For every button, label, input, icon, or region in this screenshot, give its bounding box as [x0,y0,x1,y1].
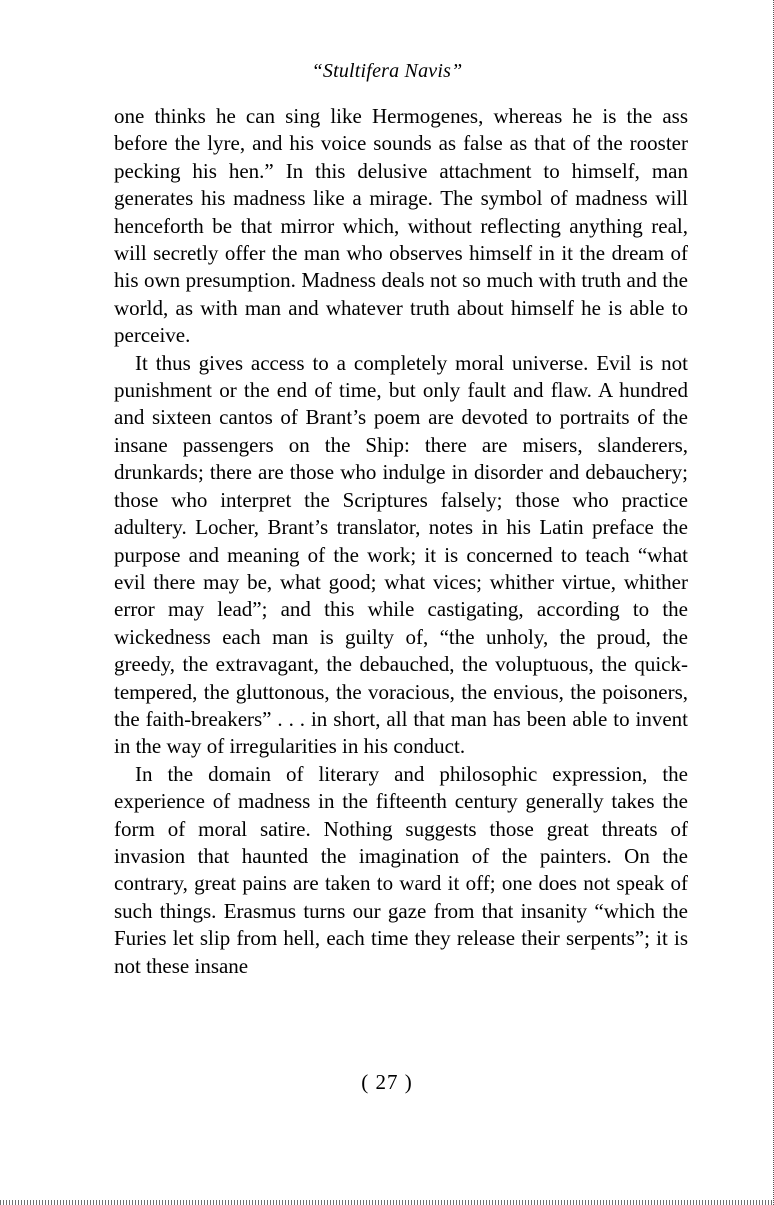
paragraph-1: one thinks he can sing like Hermogenes, whereas he is the ass before the lyre, and his voice sounds as false as that of the rooster pecking his hen.” In this delusive attachment to himself, man generates his madness like a mirage. The symbol of madness will henceforth be that mirror which, without reflecting anything real, will secretly offer the man who observes himself in it the dream of his own presumption. Madness deals not so much with truth and the world, as with man and whatever truth about himself he is able to perceive. [114,104,688,348]
running-head: “Stultifera Navis” [311,60,463,82]
paragraph-3: In the domain of literary and philosophic expression, the experience of madness in the fifteenth century generally takes the form of moral satire. Nothing suggests those great threats of invasion that haunted the imagination of the painters. On the contrary, great pains are taken to ward it off; one does not speak of such things. Erasmus turns our gaze from that insanity “which the Furies let slip from hell, each time they release their serpents”; it is not these insane [114,761,688,978]
paragraph-2: It thus gives access to a completely moral universe. Evil is not punishment or the end of time, but only fault and flaw. A hundred and sixteen cantos of Brant’s poem are devoted to portraits of the insane passengers on the Ship: there are misers, slanderers, drunkards; there are those who indulge in disorder and debauchery; those who interpret the Scriptures falsely; those who practice adultery. Locher, Brant’s translator, notes in his Latin preface the purpose and meaning of the work; it is concerned to teach “what evil there may be, what good; what vices; whither virtue, whither error may lead”; and this while castigating, according to the wickedness each man is guilty of, “the unholy, the proud, the greedy, the extravagant, the debauched, the voluptuous, the quick-tempered, the gluttonous, the voracious, the envious, the poisoners, the faith-breakers” . . . in short, all that man has been able to invent in the way of irregularities in his conduct. [114,350,688,759]
body-text [114,103,688,980]
page-bottom-edge [0,1200,773,1205]
page-number: ( 27 ) [361,1070,413,1094]
